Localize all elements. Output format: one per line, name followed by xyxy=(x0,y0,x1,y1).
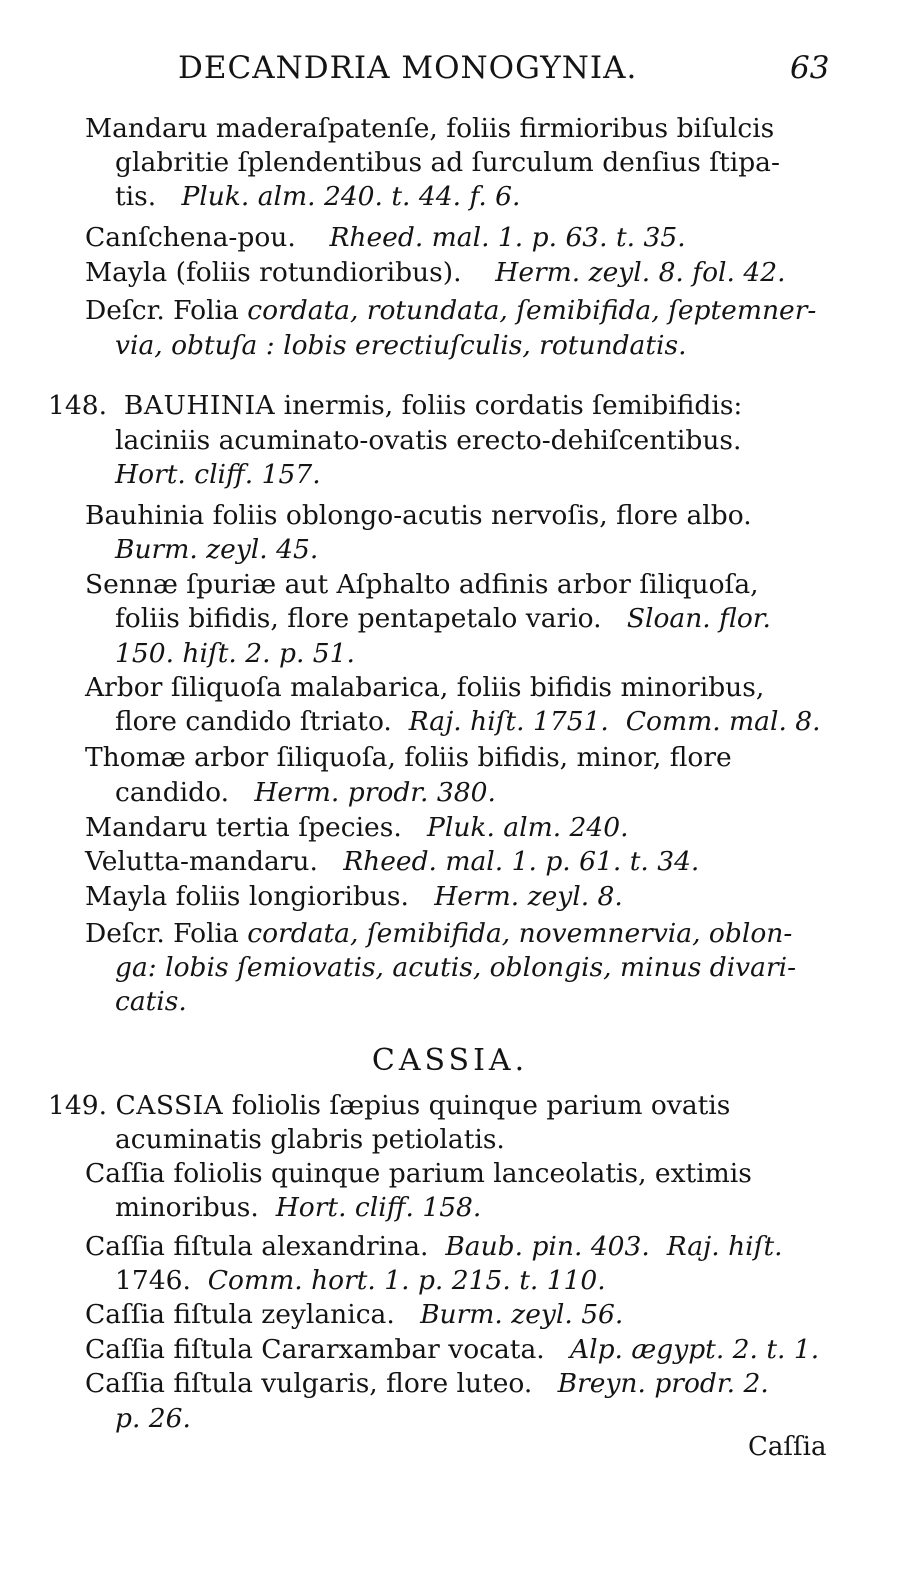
citation: Pluk. alm. 240. xyxy=(427,812,629,843)
text-fragment: Velutta-mandaru. xyxy=(85,846,318,877)
text-fragment: Mayla foliis longioribus. xyxy=(85,881,409,912)
citation: Hort. cliff. 158. xyxy=(275,1192,482,1223)
text-fragment: Deſcr. Folia xyxy=(85,918,239,949)
text-line xyxy=(115,1192,481,1224)
text-line xyxy=(115,706,821,738)
citation: 150. hiſt. 2. p. 51. xyxy=(115,638,355,669)
genus-name: BAUHINIA xyxy=(123,390,276,421)
citation: Breyn. prodr. 2. xyxy=(557,1368,769,1399)
text-fragment: Caſſia fiſtula alexandrina. xyxy=(85,1231,429,1262)
citation: Herm. zeyl. 8. fol. 42. xyxy=(495,257,786,288)
description-text: cordata, rotundata, ſemibifida, ſeptemner- xyxy=(247,295,817,326)
running-header xyxy=(0,50,900,100)
text-line xyxy=(85,918,792,950)
citation: Burm. zeyl. 45. xyxy=(115,534,319,565)
text-line xyxy=(115,1265,606,1297)
page-number: 63 xyxy=(790,50,830,86)
text-line: Sennæ ſpuriæ aut Aſphalto adfinis arbor ſiliquoſa, xyxy=(85,569,759,600)
text-line: acuminatis glabris petiolatis. xyxy=(115,1124,505,1155)
text-fragment: Deſcr. Folia xyxy=(85,295,239,326)
text-line xyxy=(115,777,496,809)
text-line xyxy=(85,881,623,913)
citation: Pluk. alm. 240. t. 44. f. 6. xyxy=(181,181,521,212)
text-line: Caſſia foliolis quinque parium lanceolatis, extimis xyxy=(85,1158,752,1189)
text-fragment: Caſſia fiſtula vulgaris, flore luteo. xyxy=(85,1368,533,1399)
citation: Comm. mal. 8. xyxy=(625,706,821,737)
text-fragment: tis. xyxy=(115,181,157,212)
text-line xyxy=(85,257,786,289)
citation: Hort. cliff. 157. xyxy=(115,459,321,490)
text-fragment: Caſſia fiſtula zeylanica. xyxy=(85,1299,395,1330)
description-text: ga: lobis ſemiovatis, acutis, oblongis, minus divari- xyxy=(115,952,797,983)
text-line: via, obtuſa : lobis erectiuſculis, rotundatis. xyxy=(115,330,687,361)
citation: Alp. ægypt. 2. t. 1. xyxy=(569,1334,820,1365)
text-fragment: Canſchena-pou. xyxy=(85,222,296,253)
text-fragment: candido. xyxy=(115,777,230,808)
species-number: 149. xyxy=(48,1090,108,1121)
text-fragment: minoribus. xyxy=(115,1192,259,1223)
citation: Comm. hort. 1. p. 215. t. 110. xyxy=(207,1265,606,1296)
text-line xyxy=(85,846,699,878)
description-text: cordata, ſemibifida, novemnervia, oblon- xyxy=(247,918,793,949)
citation: Rheed. mal. 1. p. 63. t. 35. xyxy=(329,222,686,253)
text-line xyxy=(48,1090,730,1122)
description-text: catis. xyxy=(115,986,187,1017)
diagnosis-text: foliolis ſæpius quinque parium ovatis xyxy=(231,1090,731,1121)
text-line xyxy=(85,1231,783,1263)
text-line xyxy=(115,603,771,635)
text-line: Bauhinia foliis oblongo-acutis nervoſis, flore albo. xyxy=(85,500,752,531)
text-fragment: Caſſia fiſtula Cararxambar vocata. xyxy=(85,1334,545,1365)
citation: Raj. hiſt. xyxy=(666,1231,783,1262)
text-line xyxy=(115,181,520,213)
genus-name: CASSIA xyxy=(115,1090,224,1121)
genus-heading: CASSIA. xyxy=(371,1043,529,1078)
citation: Herm. prodr. 380. xyxy=(254,777,496,808)
text-line xyxy=(85,222,686,254)
citation: Burm. zeyl. 56. xyxy=(420,1299,624,1330)
text-fragment: 1746. xyxy=(115,1265,191,1296)
text-line xyxy=(85,295,816,327)
text-fragment: foliis bifidis, flore pentapetalo vario. xyxy=(115,603,602,634)
citation: Rheed. mal. 1. p. 61. t. 34. xyxy=(343,846,700,877)
header-title: DECANDRIA MONOGYNIA. xyxy=(178,50,638,86)
text-line xyxy=(85,1368,769,1400)
diagnosis-text: inermis, foliis cordatis ſemibifidis: xyxy=(283,390,743,421)
text-line: laciniis acuminato-ovatis erecto-dehiſcentibus. xyxy=(115,425,742,456)
text-fragment: Mandaru tertia ſpecies. xyxy=(85,812,402,843)
text-line xyxy=(85,1299,623,1331)
text-line: glabritie ſplendentibus ad ſurculum denſius ſtipa- xyxy=(115,147,780,178)
text-line xyxy=(85,812,629,844)
species-number: 148. xyxy=(48,390,108,421)
text-fragment: Mayla (foliis rotundioribus). xyxy=(85,257,462,288)
text-line xyxy=(48,390,742,422)
text-fragment: flore candido ſtriato. xyxy=(115,706,392,737)
catchword: Caſſia xyxy=(748,1432,827,1462)
text-line xyxy=(85,1334,819,1366)
text-line: Thomæ arbor ſiliquoſa, foliis bifidis, minor, flore xyxy=(85,742,732,773)
citation: Herm. zeyl. 8. xyxy=(434,881,623,912)
citation: p. 26. xyxy=(115,1403,191,1434)
citation: Baub. pin. 403. xyxy=(445,1231,650,1262)
text-line: Mandaru maderaſpatenſe, foliis firmioribus biſulcis xyxy=(85,113,775,144)
citation: Raj. hiſt. 1751. xyxy=(408,706,609,737)
citation: Sloan. flor. xyxy=(626,603,771,634)
text-line: Arbor ſiliquoſa malabarica, foliis bifidis minoribus, xyxy=(85,672,765,703)
